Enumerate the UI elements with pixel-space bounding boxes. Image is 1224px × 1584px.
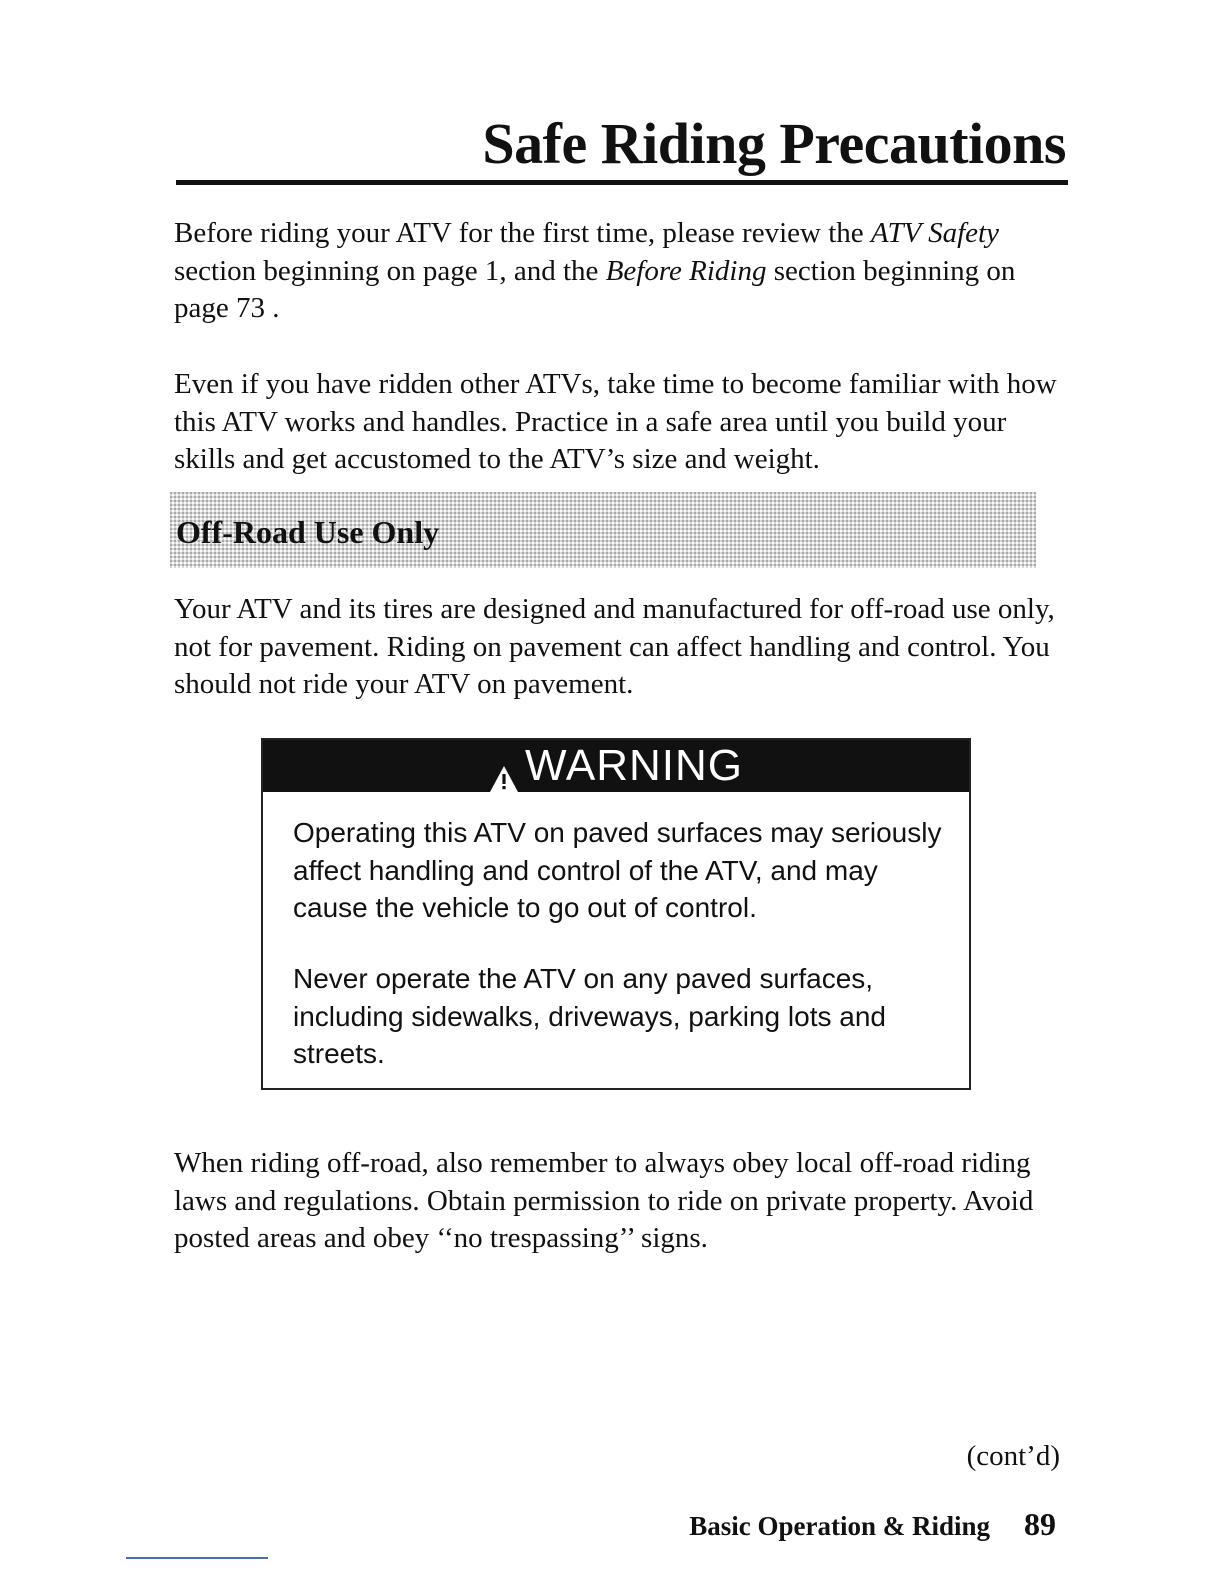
before-riding-reference: Before Riding (605, 254, 767, 287)
page-number: 89 (1024, 1506, 1056, 1542)
offroad-paragraph: Your ATV and its tires are designed and manufactured for off-road use only, not for pavement. Riding on pavement can affect handling and control. You should not ride your ATV on pavement. (174, 593, 1055, 700)
warning-box (261, 738, 971, 1090)
section-heading: Off-Road Use Only (176, 514, 440, 550)
warning-label: WARNING (524, 741, 744, 790)
warning-text-2: Never operate the ATV on any paved surfaces, including sidewalks, driveways, parking lots and streets. (293, 963, 886, 1069)
familiar-paragraph: Even if you have ridden other ATVs, take time to become familiar with how this ATV works and handles. Practice in a safe area until you build your skills and get accustomed to the ATV’s size and weight. (174, 368, 1057, 475)
continued-label: (cont’d) (966, 1440, 1060, 1472)
intro-text-1: Before riding your ATV for the first time, please review the (174, 217, 871, 249)
warning-header (263, 740, 969, 792)
intro-text-2: section beginning on page 1, and the (174, 254, 606, 287)
footer-section-title: Basic Operation & Riding (689, 1511, 990, 1541)
warning-triangle-icon (489, 754, 519, 782)
laws-paragraph: When riding off-road, also remember to always obey local off-road riding laws and regulations. Obtain permission to ride on private property. Avoid posted areas and obey ‘‘no trespassing’’ signs. (174, 1147, 1034, 1254)
title-rule (176, 180, 1068, 185)
intro-paragraph (174, 215, 1064, 328)
intro-text-3: section beginning on page 73 . (174, 254, 1016, 324)
page-footer (689, 1506, 1056, 1543)
atv-safety-reference: ATV Safety (870, 217, 999, 249)
page-title: Safe Riding Precautions (482, 111, 1066, 176)
warning-text-1: Operating this ATV on paved surfaces may seriously affect handling and control of the ATV, and may cause the vehicle to go out of control. (293, 817, 942, 923)
footer-rule (126, 1557, 268, 1559)
